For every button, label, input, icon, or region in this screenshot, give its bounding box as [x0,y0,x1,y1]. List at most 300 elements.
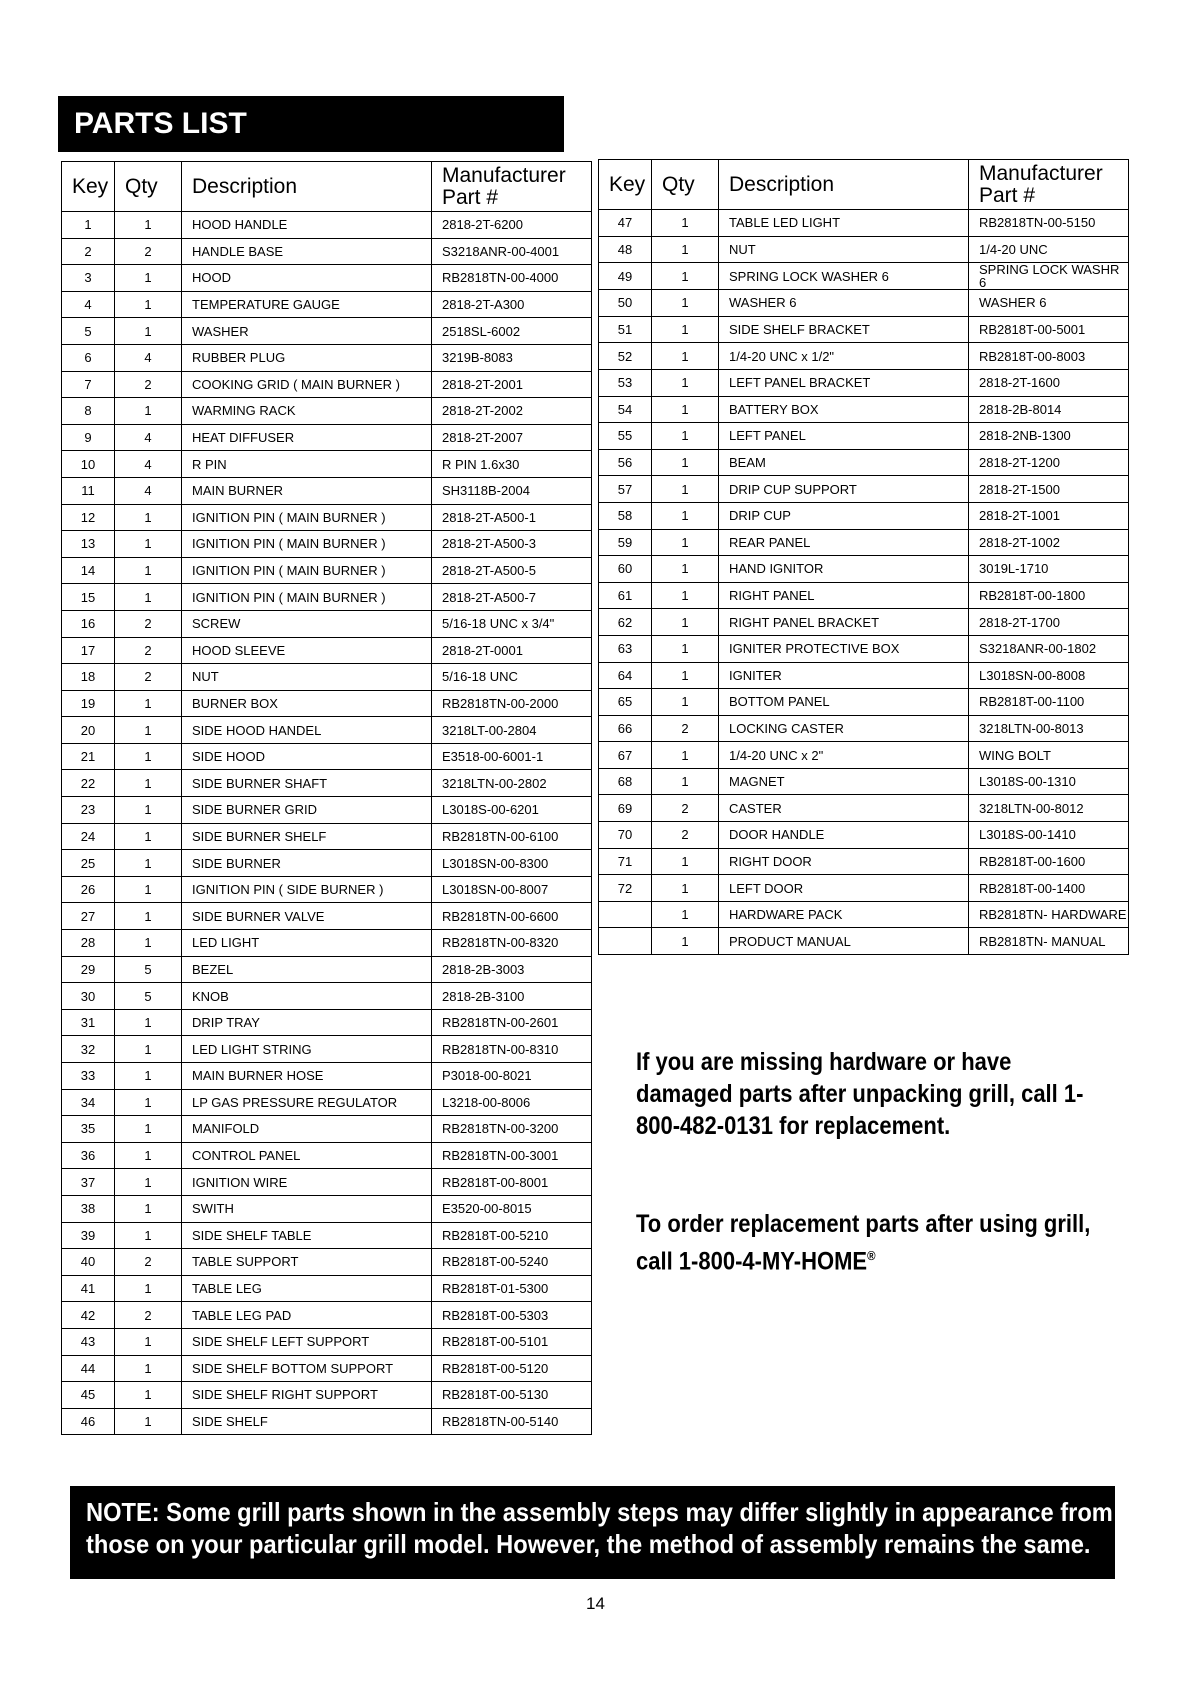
key-cell: 61 [599,582,652,609]
table-row [62,1302,592,1329]
description-cell: SIDE BURNER SHELF [182,823,432,850]
key-cell: 37 [62,1169,115,1196]
part-number-cell: 3219B-8083 [432,344,592,371]
qty-cell: 1 [115,531,182,558]
part-number-cell: 2818-2T-A500-3 [432,531,592,558]
part-number-cell: RB2818TN-00-4000 [432,265,592,292]
qty-cell: 1 [115,265,182,292]
key-cell: 49 [599,263,652,290]
description-cell: IGNITION PIN ( MAIN BURNER ) [182,531,432,558]
part-number-header: Manufacturer Part # [969,160,1129,210]
table-row [62,637,592,664]
table-row [599,635,1129,662]
qty-cell: 2 [115,1302,182,1329]
qty-cell: 1 [115,850,182,877]
part-number-cell: RB2818T-00-1600 [969,848,1129,875]
part-number-cell: RB2818TN-00-2601 [432,1009,592,1036]
table-row [62,1009,592,1036]
key-cell: 8 [62,398,115,425]
qty-cell: 1 [652,210,719,237]
part-number-cell: SPRING LOCK WASHR 6 [969,263,1129,290]
qty-header: Qty [652,160,719,210]
description-cell: WASHER [182,318,432,345]
description-cell: 1/4-20 UNC x 1/2" [719,343,969,370]
table-row [62,265,592,292]
qty-cell: 1 [115,212,182,239]
part-number-cell: 2818-2T-1001 [969,502,1129,529]
parts-rows-left [62,212,592,1435]
table-row [599,742,1129,769]
key-cell: 71 [599,848,652,875]
part-number-cell: 2818-2T-2001 [432,371,592,398]
description-cell: LED LIGHT STRING [182,1036,432,1063]
qty-cell: 1 [115,930,182,957]
key-cell: 58 [599,502,652,529]
key-cell: 1 [62,212,115,239]
assembly-note [70,1486,1115,1579]
qty-cell: 1 [115,876,182,903]
registered-mark: ® [867,1248,876,1263]
table-row [62,876,592,903]
key-cell: 47 [599,210,652,237]
part-number-cell: L3018SN-00-8007 [432,876,592,903]
qty-cell: 1 [115,1275,182,1302]
part-number-cell: RB2818T-00-5210 [432,1222,592,1249]
part-number-cell: 3218LTN-00-2802 [432,770,592,797]
table-row [62,743,592,770]
qty-cell: 1 [652,263,719,290]
table-header-row [599,160,1129,210]
key-cell: 56 [599,449,652,476]
table-row [599,502,1129,529]
description-cell: WARMING RACK [182,398,432,425]
key-cell: 31 [62,1009,115,1036]
description-cell: RUBBER PLUG [182,344,432,371]
qty-cell: 4 [115,477,182,504]
key-cell: 65 [599,689,652,716]
qty-cell: 1 [652,901,719,928]
description-cell: TABLE LEG [182,1275,432,1302]
description-cell: IGNITION WIRE [182,1169,432,1196]
key-cell: 23 [62,797,115,824]
part-number-cell: L3218-00-8006 [432,1089,592,1116]
table-row [62,504,592,531]
part-number-cell: WASHER 6 [969,290,1129,317]
parts-table-left [61,161,592,1435]
key-cell: 66 [599,715,652,742]
qty-cell: 1 [652,396,719,423]
part-number-cell: 2818-2T-1200 [969,449,1129,476]
qty-cell: 1 [115,1089,182,1116]
key-cell: 4 [62,291,115,318]
key-cell: 20 [62,717,115,744]
qty-cell: 1 [115,1328,182,1355]
part-number-cell: 3218LTN-00-8012 [969,795,1129,822]
table-row [599,529,1129,556]
part-number-cell: RB2818T-00-1800 [969,582,1129,609]
key-cell: 44 [62,1355,115,1382]
table-row [62,238,592,265]
description-cell: SIDE SHELF LEFT SUPPORT [182,1328,432,1355]
part-number-cell: RB2818TN- HARDWARE [969,901,1129,928]
qty-cell: 2 [652,795,719,822]
description-cell: RIGHT PANEL BRACKET [719,609,969,636]
qty-cell: 1 [652,582,719,609]
table-row [599,343,1129,370]
key-cell: 30 [62,983,115,1010]
key-cell: 5 [62,318,115,345]
key-cell: 62 [599,609,652,636]
description-cell: TABLE LED LIGHT [719,210,969,237]
qty-cell: 1 [652,502,719,529]
key-cell: 12 [62,504,115,531]
table-row [62,1328,592,1355]
description-cell: BOTTOM PANEL [719,689,969,716]
qty-cell: 1 [652,689,719,716]
table-row [599,848,1129,875]
key-cell: 45 [62,1382,115,1409]
part-number-cell: 1/4-20 UNC [969,236,1129,263]
table-row [62,770,592,797]
part-number-cell: 2818-2T-A500-7 [432,584,592,611]
description-cell: SIDE BURNER GRID [182,797,432,824]
description-cell: BEAM [719,449,969,476]
qty-cell: 1 [652,928,719,955]
qty-cell: 1 [652,236,719,263]
description-cell: TABLE SUPPORT [182,1249,432,1276]
part-number-cell: 2818-2T-1500 [969,476,1129,503]
table-row [599,715,1129,742]
parts-table-right [598,159,1129,955]
key-cell: 38 [62,1195,115,1222]
description-cell: HOOD SLEEVE [182,637,432,664]
table-row [599,582,1129,609]
description-cell: SIDE BURNER [182,850,432,877]
part-number-cell: RB2818TN-00-6100 [432,823,592,850]
order-parts-text: To order replacement parts after using grill, call 1-800-4-MY-HOME [636,1210,1091,1276]
qty-cell: 5 [115,983,182,1010]
table-row [62,610,592,637]
description-cell: SIDE SHELF BRACKET [719,316,969,343]
description-cell: SIDE SHELF BOTTOM SUPPORT [182,1355,432,1382]
parts-rows-right [599,210,1129,955]
key-cell: 18 [62,664,115,691]
part-number-cell: RB2818TN- MANUAL [969,928,1129,955]
table-row [599,662,1129,689]
part-number-cell: RB2818TN-00-8310 [432,1036,592,1063]
table-row [62,850,592,877]
table-row [599,556,1129,583]
key-cell: 39 [62,1222,115,1249]
table-row [62,956,592,983]
part-number-cell: RB2818T-00-8003 [969,343,1129,370]
part-number-cell: RB2818T-00-5101 [432,1328,592,1355]
qty-cell: 1 [115,1222,182,1249]
table-row [62,1408,592,1435]
description-cell: R PIN [182,451,432,478]
table-row [62,797,592,824]
qty-cell: 2 [115,1249,182,1276]
description-cell: 1/4-20 UNC x 2" [719,742,969,769]
qty-cell: 4 [115,344,182,371]
note-line-2: those on your particular grill model. However, the method of assembly remains the same. [86,1529,1091,1559]
description-cell: SIDE SHELF [182,1408,432,1435]
description-cell: BURNER BOX [182,690,432,717]
description-cell: SWITH [182,1195,432,1222]
part-number-cell: SH3118B-2004 [432,477,592,504]
description-cell: IGNITER [719,662,969,689]
description-cell: CASTER [719,795,969,822]
description-cell: DRIP CUP [719,502,969,529]
qty-cell: 1 [115,823,182,850]
table-row [599,609,1129,636]
table-row [62,1116,592,1143]
key-cell: 29 [62,956,115,983]
table-row [62,1142,592,1169]
part-number-cell: RB2818TN-00-2000 [432,690,592,717]
description-cell: LOCKING CASTER [719,715,969,742]
description-cell: MANIFOLD [182,1116,432,1143]
key-cell: 32 [62,1036,115,1063]
key-cell: 11 [62,477,115,504]
key-header: Key [62,162,115,212]
key-cell: 42 [62,1302,115,1329]
qty-cell: 1 [652,316,719,343]
qty-cell: 1 [115,743,182,770]
qty-cell: 4 [115,424,182,451]
key-cell: 51 [599,316,652,343]
note-line-1: NOTE: Some grill parts shown in the assembly steps may differ slightly in appearance from [86,1497,1113,1527]
part-number-cell: 2818-2T-6200 [432,212,592,239]
qty-cell: 2 [115,610,182,637]
key-cell: 54 [599,396,652,423]
description-cell: MAGNET [719,768,969,795]
table-row [599,316,1129,343]
key-cell: 19 [62,690,115,717]
qty-cell: 1 [652,742,719,769]
part-number-cell: 2818-2T-2007 [432,424,592,451]
key-cell: 25 [62,850,115,877]
qty-cell: 1 [115,1355,182,1382]
table-row [62,1382,592,1409]
part-number-cell: L3018SN-00-8008 [969,662,1129,689]
table-row [599,795,1129,822]
description-cell: IGNITION PIN ( MAIN BURNER ) [182,584,432,611]
description-cell: LP GAS PRESSURE REGULATOR [182,1089,432,1116]
part-number-cell: 2518SL-6002 [432,318,592,345]
key-cell: 13 [62,531,115,558]
part-number-cell: E3520-00-8015 [432,1195,592,1222]
key-cell: 43 [62,1328,115,1355]
table-row [62,823,592,850]
description-cell: NUT [182,664,432,691]
qty-cell: 1 [652,875,719,902]
table-row [62,1222,592,1249]
description-cell: DOOR HANDLE [719,822,969,849]
part-number-cell: L3018S-00-1410 [969,822,1129,849]
table-row [599,928,1129,955]
qty-cell: 1 [115,903,182,930]
description-cell: KNOB [182,983,432,1010]
part-number-cell: RB2818T-00-5303 [432,1302,592,1329]
table-row [62,1036,592,1063]
part-number-cell: 2818-2T-A500-5 [432,557,592,584]
description-cell: LEFT PANEL BRACKET [719,369,969,396]
table-row [62,398,592,425]
qty-cell: 1 [115,1063,182,1090]
part-number-cell: 2818-2T-0001 [432,637,592,664]
description-cell: NUT [719,236,969,263]
key-cell: 52 [599,343,652,370]
qty-cell: 1 [115,318,182,345]
table-row [62,983,592,1010]
table-row [62,1089,592,1116]
qty-cell: 1 [652,635,719,662]
description-cell: DRIP CUP SUPPORT [719,476,969,503]
description-cell: SCREW [182,610,432,637]
table-row [62,1355,592,1382]
qty-cell: 1 [652,449,719,476]
table-row [599,290,1129,317]
table-row [62,477,592,504]
qty-cell: 1 [652,369,719,396]
table-row [62,1169,592,1196]
part-number-cell: WING BOLT [969,742,1129,769]
description-cell: SIDE BURNER VALVE [182,903,432,930]
table-row [62,344,592,371]
part-number-cell: P3018-00-8021 [432,1063,592,1090]
key-cell: 28 [62,930,115,957]
table-row [62,424,592,451]
description-header: Description [719,160,969,210]
description-cell: TABLE LEG PAD [182,1302,432,1329]
key-cell: 15 [62,584,115,611]
description-cell: RIGHT PANEL [719,582,969,609]
description-cell: BATTERY BOX [719,396,969,423]
table-row [599,396,1129,423]
description-cell: REAR PANEL [719,529,969,556]
qty-cell: 2 [652,822,719,849]
part-number-cell: 2818-2T-2002 [432,398,592,425]
part-number-cell: RB2818TN-00-5150 [969,210,1129,237]
key-cell: 24 [62,823,115,850]
part-number-cell: 2818-2B-3100 [432,983,592,1010]
part-number-cell: 2818-2B-3003 [432,956,592,983]
table-row [62,212,592,239]
key-cell: 2 [62,238,115,265]
qty-cell: 1 [115,1036,182,1063]
table-row [62,1195,592,1222]
key-cell: 63 [599,635,652,662]
key-cell: 17 [62,637,115,664]
qty-cell: 1 [652,662,719,689]
key-cell: 68 [599,768,652,795]
qty-cell: 2 [652,715,719,742]
part-number-cell: RB2818T-00-5001 [969,316,1129,343]
description-cell: IGNITER PROTECTIVE BOX [719,635,969,662]
table-row [62,930,592,957]
description-cell: HOOD [182,265,432,292]
key-cell: 33 [62,1063,115,1090]
key-cell: 7 [62,371,115,398]
key-cell: 35 [62,1116,115,1143]
qty-cell: 1 [652,768,719,795]
key-cell: 26 [62,876,115,903]
part-number-cell: E3518-00-6001-1 [432,743,592,770]
qty-cell: 1 [115,1009,182,1036]
table-row [599,263,1129,290]
key-cell: 34 [62,1089,115,1116]
key-cell: 53 [599,369,652,396]
key-cell: 55 [599,423,652,450]
page-number: 14 [586,1594,605,1613]
qty-cell: 2 [115,371,182,398]
key-cell: 57 [599,476,652,503]
description-cell: RIGHT DOOR [719,848,969,875]
part-number-cell: RB2818TN-00-8320 [432,930,592,957]
table-row [599,822,1129,849]
description-cell: LEFT DOOR [719,875,969,902]
key-cell: 69 [599,795,652,822]
qty-cell: 1 [115,1116,182,1143]
part-number-cell: RB2818T-00-5130 [432,1382,592,1409]
description-cell: SIDE HOOD [182,743,432,770]
description-cell: HANDLE BASE [182,238,432,265]
part-number-cell: 3019L-1710 [969,556,1129,583]
qty-cell: 2 [115,238,182,265]
description-cell: LEFT PANEL [719,423,969,450]
qty-cell: 1 [652,423,719,450]
qty-cell: 1 [652,556,719,583]
table-row [599,476,1129,503]
key-cell: 67 [599,742,652,769]
qty-cell: 1 [115,1382,182,1409]
description-cell: SIDE BURNER SHAFT [182,770,432,797]
key-cell: 59 [599,529,652,556]
description-cell: HOOD HANDLE [182,212,432,239]
key-cell: 9 [62,424,115,451]
description-cell: DRIP TRAY [182,1009,432,1036]
description-cell: IGNITION PIN ( MAIN BURNER ) [182,504,432,531]
qty-cell: 2 [115,637,182,664]
key-cell: 14 [62,557,115,584]
part-number-cell: RB2818TN-00-3001 [432,1142,592,1169]
key-cell: 46 [62,1408,115,1435]
parts-list-title: PARTS LIST [58,96,564,152]
part-number-cell: 2818-2B-8014 [969,396,1129,423]
table-row [62,664,592,691]
missing-hardware-message: If you are missing hardware or have damaged parts after unpacking grill, call 1-800-482-0131 for replacement. [636,1048,1084,1140]
qty-cell: 1 [652,529,719,556]
part-number-cell: L3018S-00-6201 [432,797,592,824]
key-cell: 40 [62,1249,115,1276]
key-cell: 27 [62,903,115,930]
key-cell: 36 [62,1142,115,1169]
description-cell: WASHER 6 [719,290,969,317]
table-row [599,901,1129,928]
description-cell: CONTROL PANEL [182,1142,432,1169]
part-number-cell: RB2818TN-00-3200 [432,1116,592,1143]
part-number-cell: RB2818T-00-1100 [969,689,1129,716]
qty-cell: 4 [115,451,182,478]
qty-cell: 1 [115,690,182,717]
qty-cell: 1 [115,797,182,824]
part-number-cell: RB2818T-00-5120 [432,1355,592,1382]
table-row [599,449,1129,476]
key-cell: 60 [599,556,652,583]
key-cell: 70 [599,822,652,849]
key-cell: 3 [62,265,115,292]
